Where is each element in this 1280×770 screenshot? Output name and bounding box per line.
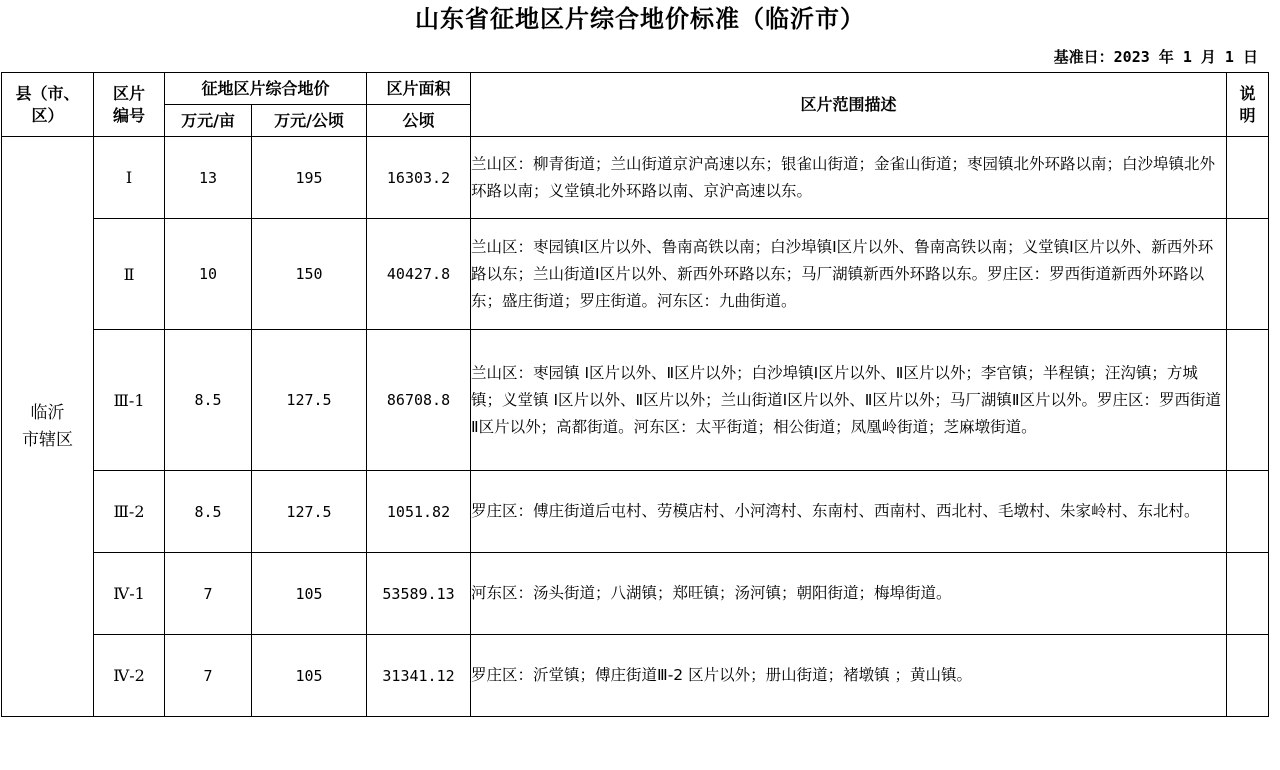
page-title: 山东省征地区片综合地价标准（临沂市） <box>415 5 865 33</box>
table-row <box>2 471 1269 553</box>
zone-description: 河东区：汤头街道；八湖镇；郑旺镇；汤河镇；朝阳街道；梅埠街道。 <box>471 553 1227 635</box>
price-ha: 105 <box>252 553 367 635</box>
county-cell: 临沂 市辖区 <box>2 137 94 717</box>
zone-area: 31341.12 <box>367 635 471 717</box>
zone-number: Ⅳ-1 <box>94 553 165 635</box>
zone-note <box>1227 635 1269 717</box>
price-mu: 13 <box>165 137 252 219</box>
price-ha: 127.5 <box>252 330 367 471</box>
land-price-table <box>1 72 1269 717</box>
price-ha: 150 <box>252 219 367 330</box>
price-mu: 7 <box>165 553 252 635</box>
price-ha: 127.5 <box>252 471 367 553</box>
table-row <box>2 330 1269 471</box>
zone-area: 16303.2 <box>367 137 471 219</box>
price-mu: 10 <box>165 219 252 330</box>
table-row <box>2 553 1269 635</box>
header-price-ha: 万元/公顷 <box>252 105 367 137</box>
header-area-unit: 公顷 <box>367 105 471 137</box>
zone-description: 罗庄区：沂堂镇；傅庄街道Ⅲ-2 区片以外；册山街道；褚墩镇 ；黄山镇。 <box>471 635 1227 717</box>
table-row <box>2 219 1269 330</box>
zone-number: Ⅲ-2 <box>94 471 165 553</box>
price-mu: 8.5 <box>165 471 252 553</box>
zone-area: 40427.8 <box>367 219 471 330</box>
zone-description: 兰山区：柳青街道；兰山街道京沪高速以东；银雀山街道；金雀山街道；枣园镇北外环路以南；白沙埠镇北外环路以南；义堂镇北外环路以南、京沪高速以东。 <box>471 137 1227 219</box>
header-price-group: 征地区片综合地价 <box>165 73 367 105</box>
header-zone-no: 区片编号 <box>94 73 165 137</box>
zone-description: 罗庄区：傅庄街道后屯村、劳模店村、小河湾村、东南村、西南村、西北村、毛墩村、朱家岭村、东北村。 <box>471 471 1227 553</box>
header-desc: 区片范围描述 <box>471 73 1227 137</box>
header-note: 说明 <box>1227 73 1269 137</box>
zone-note <box>1227 553 1269 635</box>
table-row <box>2 137 1269 219</box>
zone-note <box>1227 471 1269 553</box>
zone-number: Ⅱ <box>94 219 165 330</box>
price-mu: 8.5 <box>165 330 252 471</box>
zone-number: Ⅳ-2 <box>94 635 165 717</box>
zone-note <box>1227 330 1269 471</box>
header-price-mu: 万元/亩 <box>165 105 252 137</box>
zone-area: 86708.8 <box>367 330 471 471</box>
base-date: 基准日：2023 年 1 月 1 日 <box>1053 48 1258 66</box>
zone-note <box>1227 137 1269 219</box>
zone-area: 53589.13 <box>367 553 471 635</box>
zone-number: Ⅰ <box>94 137 165 219</box>
zone-area: 1051.82 <box>367 471 471 553</box>
header-county: 县（市、区） <box>2 73 94 137</box>
header-area-group: 区片面积 <box>367 73 471 105</box>
table-row <box>2 635 1269 717</box>
price-ha: 195 <box>252 137 367 219</box>
zone-description: 兰山区：枣园镇Ⅰ区片以外、鲁南高铁以南；白沙埠镇Ⅰ区片以外、鲁南高铁以南；义堂镇Ⅰ区片以外、新西外环路以东；兰山街道Ⅰ区片以外、新西外环路以东；马厂湖镇新西外环路以东。罗庄区：罗西街道新西外环路以东；盛庄街道；罗庄街道。河东区：九曲街道。 <box>471 219 1227 330</box>
zone-number: Ⅲ-1 <box>94 330 165 471</box>
price-ha: 105 <box>252 635 367 717</box>
zone-description: 兰山区：枣园镇 Ⅰ区片以外、Ⅱ区片以外；白沙埠镇Ⅰ区片以外、Ⅱ区片以外；李官镇；半程镇；汪沟镇；方城镇；义堂镇 Ⅰ区片以外、Ⅱ区片以外；兰山街道Ⅰ区片以外、Ⅱ区片以外；马厂湖镇Ⅱ区片以外。罗庄区：罗西街道Ⅱ区片以外；高都街道。河东区：太平街道；相公街道；凤凰岭街道；芝麻墩街道。 <box>471 330 1227 471</box>
zone-note <box>1227 219 1269 330</box>
price-mu: 7 <box>165 635 252 717</box>
